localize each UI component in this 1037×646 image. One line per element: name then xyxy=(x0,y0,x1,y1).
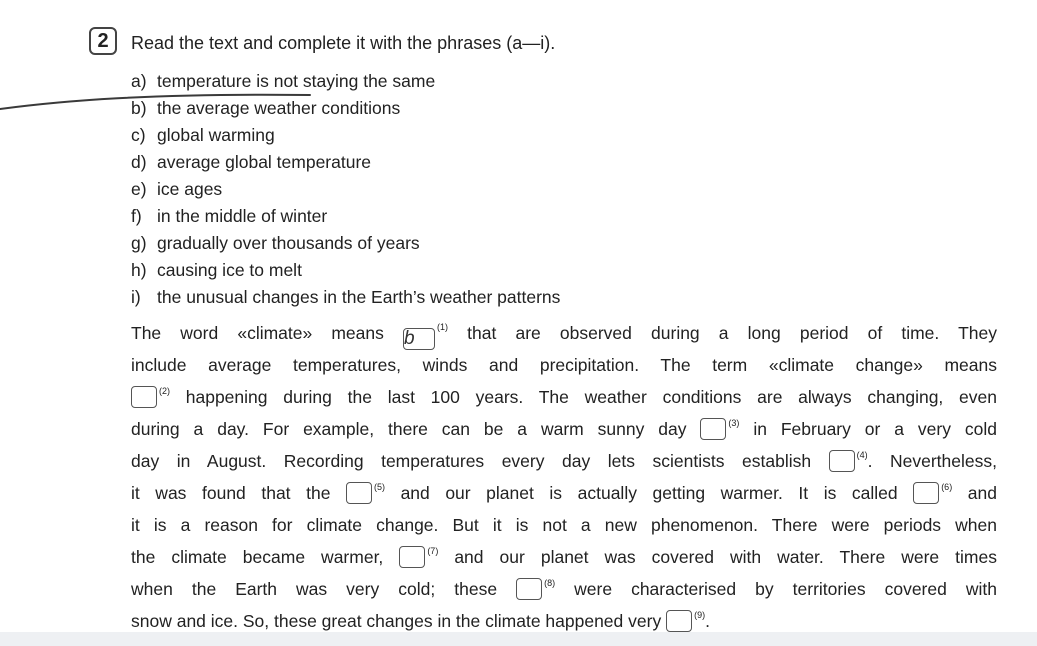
answer-gap-9[interactable] xyxy=(666,610,692,632)
text-line: during a day. For example, there can be a warm sunny day $^{(3)}$ in February or a very cold xyxy=(131,418,997,439)
option-g xyxy=(131,232,560,259)
option-text: the average weather conditions xyxy=(157,98,401,118)
option-letter: i) xyxy=(131,287,141,307)
text-line: when the Earth was very cold; these $^{(8)}$ were characterised by territories covered with xyxy=(131,578,997,599)
text-line: the climate became warmer, $^{(7)}$ and our planet was covered with water. There were times xyxy=(131,546,997,567)
option-f xyxy=(131,205,560,232)
text-line: it was found that the $^{(5)}$ and our planet is actually getting warmer. It is called $^{(6)}$ and xyxy=(131,482,997,503)
answer-gap-8[interactable] xyxy=(516,578,542,600)
gap-number: (8) xyxy=(544,578,556,588)
option-text: global warming xyxy=(157,125,275,145)
answer-gap-6[interactable] xyxy=(913,482,939,504)
answer-gap-2[interactable] xyxy=(131,386,157,408)
text-line: snow and ice. So, these great changes in the climate happened very $^{(9)}$. xyxy=(131,610,710,631)
option-letter: e) xyxy=(131,179,147,199)
option-h xyxy=(131,259,560,286)
gap-number: (7) xyxy=(427,546,439,556)
option-e xyxy=(131,178,560,205)
gap-number: (3) xyxy=(728,418,740,428)
option-text: the unusual changes in the Earth’s weather patterns xyxy=(157,287,561,307)
task-instruction: Read the text and complete it with the phrases (a—i). xyxy=(131,33,556,53)
option-letter: c) xyxy=(131,125,146,145)
task-number-badge: 2 xyxy=(89,27,117,55)
option-text: average global temperature xyxy=(157,152,372,172)
gap-number: (4) xyxy=(856,450,868,460)
gap-fill-text xyxy=(131,322,997,642)
text-line: include average temperatures, winds and precipitation. The term «climate change» means xyxy=(131,355,997,375)
option-text: causing ice to melt xyxy=(157,260,302,280)
option-text: gradually over thousands of years xyxy=(157,233,420,253)
text-line: The word «climate» means $b^{(1)}$ that are observed during a long period of time. They xyxy=(131,322,997,349)
gap-number: (2) xyxy=(159,386,170,396)
gap-number: (9) xyxy=(694,610,706,620)
answer-gap-3[interactable] xyxy=(700,418,726,440)
option-c xyxy=(131,124,560,151)
text-line: $^{(2)}$ happening during the last 100 years. The weather conditions are always changing, even xyxy=(131,386,997,418)
option-d xyxy=(131,151,560,178)
option-i xyxy=(131,286,560,313)
option-letter: f) xyxy=(131,206,142,226)
handwritten-strike-mark xyxy=(0,81,330,111)
text-line: day in August. Recording temperatures every day lets scientists establish $^{(4)}$. Nevertheless, xyxy=(131,450,997,471)
option-letter: b) xyxy=(131,98,147,118)
answer-gap-5[interactable] xyxy=(346,482,372,504)
option-text: ice ages xyxy=(157,179,223,199)
answer-gap-1[interactable]: b xyxy=(403,328,435,350)
gap-number: (1) xyxy=(437,322,449,332)
option-letter: g) xyxy=(131,233,147,253)
answer-gap-4[interactable] xyxy=(829,450,855,472)
option-letter: h) xyxy=(131,260,147,280)
page-bottom-band xyxy=(0,632,1037,646)
option-text: temperature is not staying the same xyxy=(157,71,436,91)
text-line: it is a reason for climate change. But it is not a new phenomenon. There were periods when xyxy=(131,515,997,535)
option-letter: d) xyxy=(131,152,147,172)
option-letter: a) xyxy=(131,71,147,91)
answer-gap-7[interactable] xyxy=(399,546,425,568)
gap-number: (6) xyxy=(941,482,953,492)
option-text: in the middle of winter xyxy=(157,206,328,226)
gap-number: (5) xyxy=(374,482,385,492)
